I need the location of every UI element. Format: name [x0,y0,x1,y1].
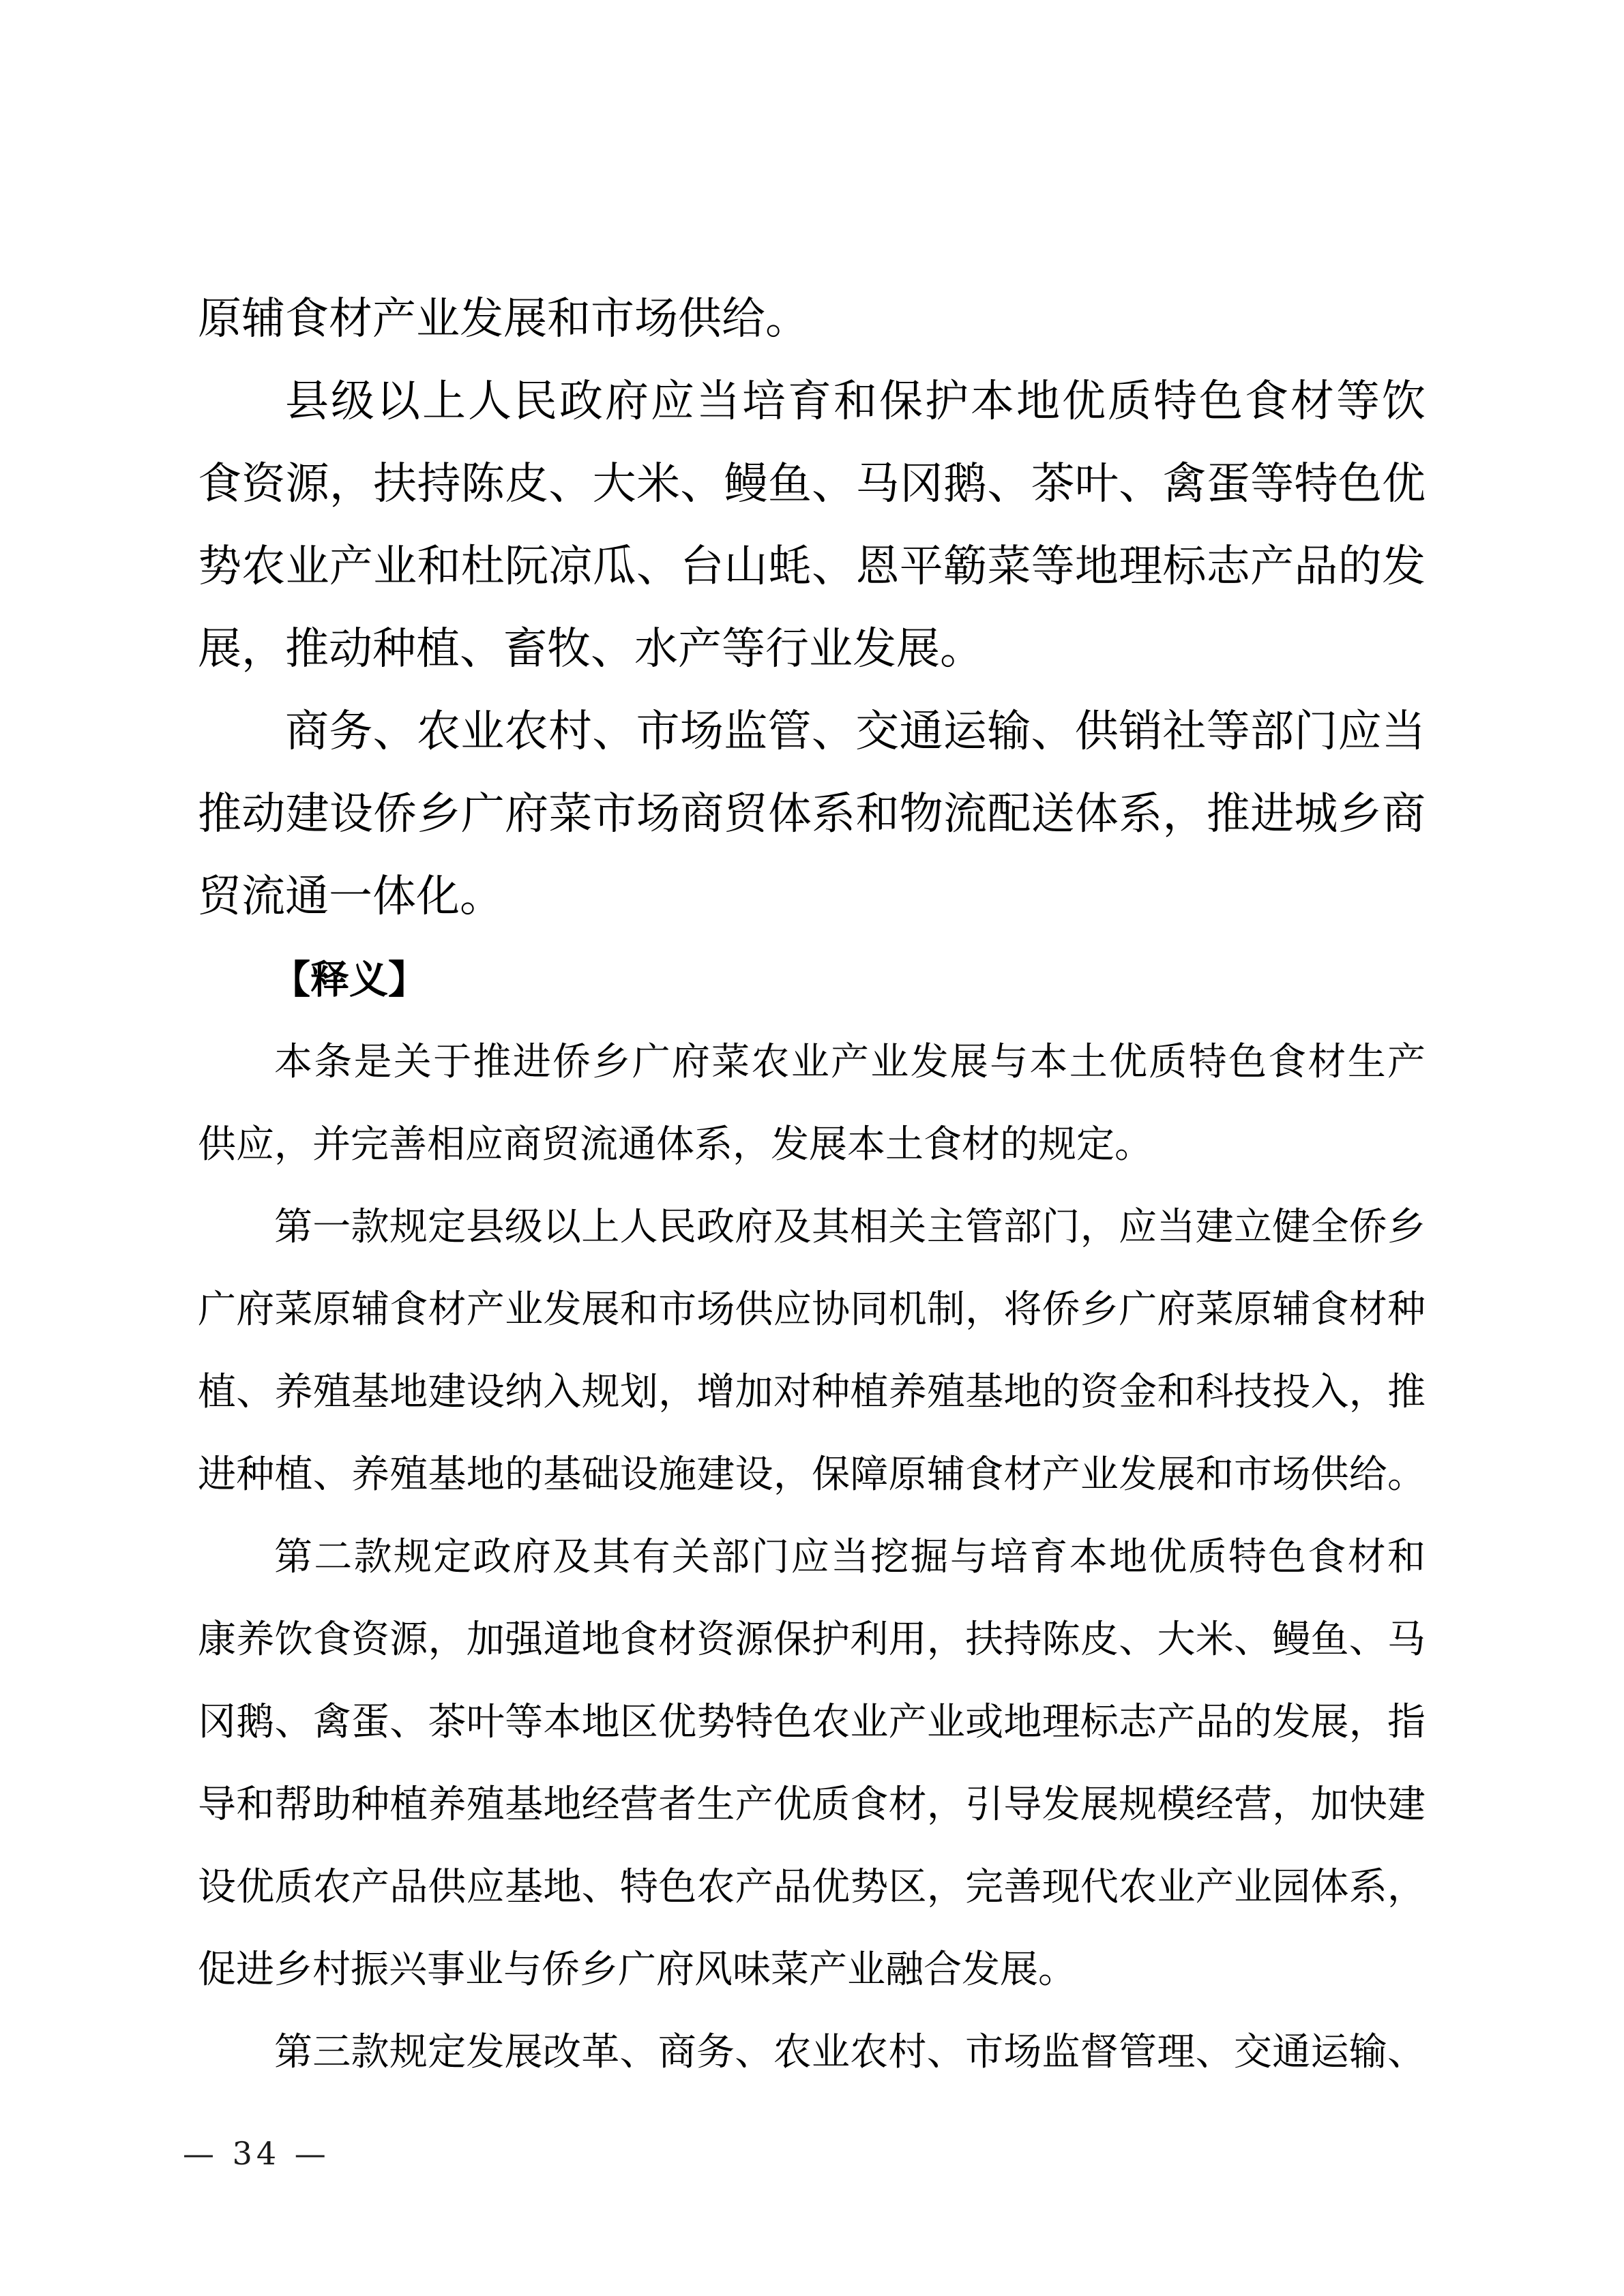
page-number: — 34 — [183,2135,330,2172]
interpretation-line: 第三款规定发展改革、商务、农业农村、市场监督管理、交通运输、 [274,2030,1426,2074]
interpretation-heading: 【释义】 [271,957,427,1002]
statute-line: 推动建设侨乡广府菜市场商贸体系和物流配送体系，推进城乡商 [198,789,1426,839]
interpretation-line: 植、养殖基地建设纳入规划，增加对种植养殖基地的资金和科技投入，推 [198,1370,1426,1414]
statute-line: 展，推动种植、畜牧、水产等行业发展。 [198,624,984,674]
interpretation-line: 设优质农产品供应基地、特色农产品优势区，完善现代农业产业园体系， [198,1865,1426,1909]
interpretation-line: 供应，并完善相应商贸流通体系，发展本土食材的规定。 [198,1122,1153,1167]
statute-line: 贸流通一体化。 [198,871,503,922]
page-body [198,278,1426,2093]
statute-line: 商务、农业农村、市场监管、交通运输、供销社等部门应当 [285,706,1426,757]
interpretation-line: 第二款规定政府及其有关部门应当挖掘与培育本地优质特色食材和 [274,1535,1426,1579]
interpretation-line: 进种植、养殖基地的基础设施建设，保障原辅食材产业发展和市场供给。 [198,1452,1426,1497]
interpretation-line: 第一款规定县级以上人民政府及其相关主管部门，应当建立健全侨乡 [274,1205,1426,1249]
statute-line: 原辅食材产业发展和市场供给。 [198,294,809,344]
interpretation-line: 本条是关于推进侨乡广府菜农业产业发展与本土优质特色食材生产 [274,1040,1426,1084]
page-footer [183,2133,330,2174]
statute-line: 县级以上人民政府应当培育和保护本地优质特色食材等饮 [285,376,1426,427]
interpretation-line: 广府菜原辅食材产业发展和市场供应协同机制，将侨乡广府菜原辅食材种 [198,1287,1426,1332]
interpretation-line: 冈鹅、禽蛋、茶叶等本地区优势特色农业产业或地理标志产品的发展，指 [198,1700,1426,1744]
statute-line: 势农业产业和杜阮凉瓜、台山蚝、恩平簕菜等地理标志产品的发 [198,541,1426,592]
interpretation-line: 导和帮助种植养殖基地经营者生产优质食材，引导发展规模经营，加快建 [198,1783,1426,1827]
interpretation-line: 促进乡村振兴事业与侨乡广府风味菜产业融合发展。 [198,1948,1076,1992]
statute-line: 食资源，扶持陈皮、大米、鳗鱼、马冈鹅、茶叶、禽蛋等特色优 [198,459,1426,509]
interpretation-line: 康养饮食资源，加强道地食材资源保护利用，扶持陈皮、大米、鳗鱼、马 [198,1617,1426,1662]
